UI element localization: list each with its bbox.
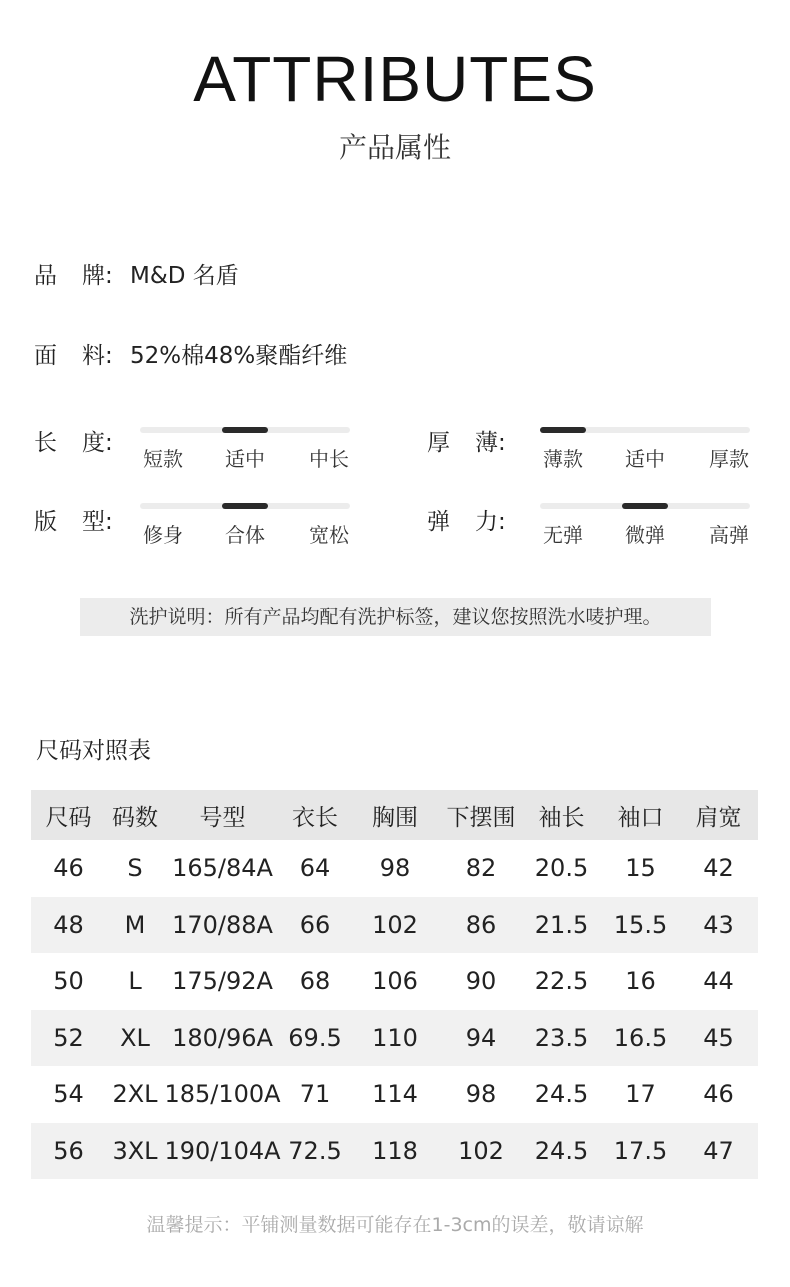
column-header: 肩宽 xyxy=(695,804,742,831)
table-cell: 165/84A xyxy=(172,854,273,883)
fabric-label xyxy=(34,337,130,370)
table-cell: L xyxy=(128,967,142,996)
table-row xyxy=(31,897,758,954)
table-cell: 69.5 xyxy=(288,1023,342,1052)
table-cell: 46 xyxy=(53,854,84,883)
table-cell: 98 xyxy=(379,854,411,883)
table-cell: 15.5 xyxy=(613,910,668,939)
table-cell: 64 xyxy=(299,854,331,883)
table-cell: 43 xyxy=(703,910,734,939)
table-cell: 56 xyxy=(53,1136,84,1165)
table-cell: 66 xyxy=(299,910,331,939)
column-header: 尺码 xyxy=(45,804,92,831)
fit-option: 修身 xyxy=(143,523,183,547)
table-cell: 98 xyxy=(465,1080,497,1109)
length-option: 中长 xyxy=(309,447,349,471)
footer-note: 温馨提示：平铺测量数据可能存在1-3cm的误差，敬请谅解 xyxy=(146,1214,644,1236)
length-label xyxy=(34,424,113,457)
length-scale-track xyxy=(140,427,350,433)
column-header: 胸围 xyxy=(372,804,418,831)
table-cell: 50 xyxy=(53,967,84,996)
length-scale-indicator xyxy=(222,427,268,433)
table-cell: 106 xyxy=(372,967,418,996)
stretch-scale-track xyxy=(540,503,750,509)
table-row xyxy=(31,1066,758,1123)
table-cell: 86 xyxy=(465,910,497,939)
column-header: 码数 xyxy=(112,804,158,831)
brand-label-b: 牌: xyxy=(82,263,113,289)
table-cell: 42 xyxy=(703,854,734,883)
stretch-option: 无弹 xyxy=(543,523,583,547)
brand-attribute xyxy=(34,257,239,290)
table-cell: 72.5 xyxy=(288,1136,342,1165)
size-chart-table xyxy=(31,790,758,1179)
brand-label xyxy=(34,257,130,290)
stretch-label xyxy=(427,503,506,536)
column-header: 号型 xyxy=(199,804,246,831)
table-cell: 46 xyxy=(703,1080,734,1109)
fabric-attribute xyxy=(34,337,347,370)
size-chart-title: 尺码对照表 xyxy=(36,738,151,764)
table-cell: 90 xyxy=(465,967,497,996)
fit-scale-indicator xyxy=(222,503,268,509)
size-chart-header-row xyxy=(31,790,758,840)
page-title: ATTRIBUTES xyxy=(193,43,597,115)
stretch-label-b: 力: xyxy=(475,509,506,535)
fit-option: 宽松 xyxy=(309,523,349,547)
brand-label-a: 品 xyxy=(34,263,57,289)
thickness-label-a: 厚 xyxy=(427,430,450,456)
column-header: 衣长 xyxy=(292,804,338,831)
stretch-label-a: 弹 xyxy=(427,509,450,535)
table-cell: 180/96A xyxy=(172,1023,273,1052)
thickness-option: 厚款 xyxy=(709,447,749,471)
stretch-scale-indicator xyxy=(622,503,668,509)
table-cell: 2XL xyxy=(112,1080,158,1109)
table-row xyxy=(31,1010,758,1067)
table-cell: 23.5 xyxy=(534,1023,589,1052)
table-cell: 54 xyxy=(53,1080,84,1109)
table-cell: 82 xyxy=(465,854,497,883)
table-cell: 94 xyxy=(465,1023,497,1052)
table-cell: XL xyxy=(120,1023,150,1052)
fabric-label-a: 面 xyxy=(34,343,57,369)
table-cell: 17 xyxy=(625,1080,656,1109)
table-cell: 21.5 xyxy=(534,910,589,939)
table-cell: 71 xyxy=(299,1080,331,1109)
table-cell: 17.5 xyxy=(613,1136,668,1165)
table-cell: 20.5 xyxy=(534,854,589,883)
page-subtitle: 产品属性 xyxy=(338,131,451,164)
fit-label-b: 型: xyxy=(82,509,113,535)
table-cell: 110 xyxy=(372,1023,418,1052)
table-cell: M xyxy=(124,910,146,939)
table-cell: 45 xyxy=(703,1023,734,1052)
table-cell: 170/88A xyxy=(172,910,273,939)
table-cell: 175/92A xyxy=(172,967,273,996)
table-cell: 47 xyxy=(703,1136,734,1165)
length-label-a: 长 xyxy=(34,430,57,456)
table-row xyxy=(31,840,758,897)
table-cell: 3XL xyxy=(112,1136,158,1165)
column-header: 下摆围 xyxy=(446,804,516,831)
thickness-scale-track xyxy=(540,427,750,433)
table-row xyxy=(31,1123,758,1180)
table-cell: 185/100A xyxy=(164,1080,281,1109)
table-cell: S xyxy=(127,854,143,883)
table-cell: 15 xyxy=(625,854,656,883)
fit-label-a: 版 xyxy=(34,509,57,535)
fit-option: 合体 xyxy=(225,523,265,547)
table-cell: 16 xyxy=(625,967,656,996)
table-cell: 190/104A xyxy=(164,1136,281,1165)
column-header: 袖口 xyxy=(617,804,664,831)
table-cell: 44 xyxy=(703,967,734,996)
table-cell: 114 xyxy=(372,1080,418,1109)
column-header: 袖长 xyxy=(538,804,585,831)
thickness-option: 适中 xyxy=(625,447,665,471)
table-cell: 52 xyxy=(53,1023,84,1052)
stretch-option: 高弹 xyxy=(709,523,749,547)
brand-value: M&D 名盾 xyxy=(130,263,239,289)
table-cell: 102 xyxy=(458,1136,504,1165)
table-cell: 102 xyxy=(372,910,418,939)
thickness-label xyxy=(427,424,506,457)
table-cell: 24.5 xyxy=(534,1136,589,1165)
thickness-scale-indicator xyxy=(540,427,586,433)
table-cell: 118 xyxy=(372,1136,418,1165)
table-cell: 22.5 xyxy=(534,967,589,996)
table-cell: 24.5 xyxy=(534,1080,589,1109)
care-instructions: 洗护说明：所有产品均配有洗护标签，建议您按照洗水唛护理。 xyxy=(80,598,711,636)
length-label-b: 度: xyxy=(82,430,113,456)
table-cell: 48 xyxy=(53,910,84,939)
fit-label xyxy=(34,503,113,536)
fabric-value: 52%棉48%聚酯纤维 xyxy=(130,343,348,369)
thickness-option: 薄款 xyxy=(543,447,583,471)
stretch-option: 微弹 xyxy=(625,523,665,547)
table-row xyxy=(31,953,758,1010)
thickness-label-b: 薄: xyxy=(475,430,506,456)
length-option: 短款 xyxy=(143,447,183,471)
length-option: 适中 xyxy=(225,447,265,471)
fit-scale-track xyxy=(140,503,350,509)
table-cell: 16.5 xyxy=(613,1023,668,1052)
table-cell: 68 xyxy=(299,967,331,996)
fabric-label-b: 料: xyxy=(82,343,113,369)
